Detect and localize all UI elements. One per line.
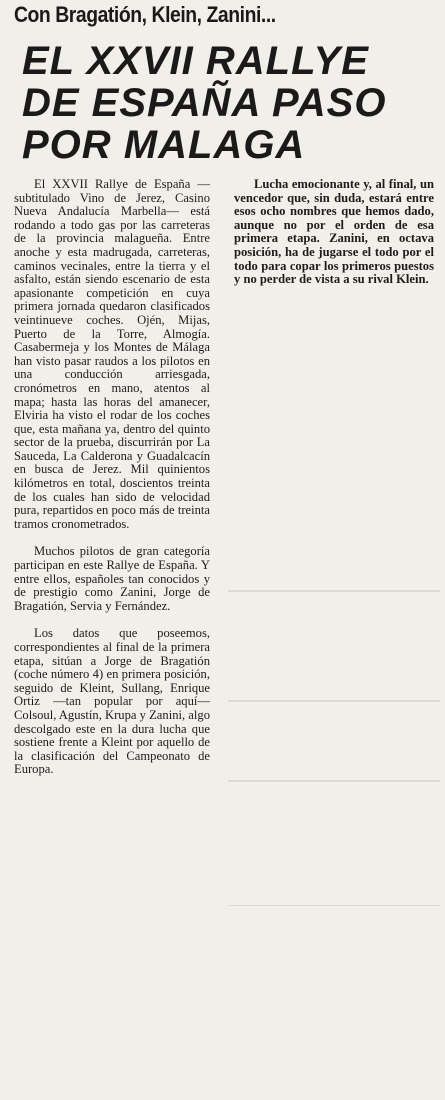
headline-line: DE ESPAÑA PASO xyxy=(22,81,387,125)
headline-line: POR MALAGA xyxy=(22,123,306,167)
show-through-bleed xyxy=(228,590,440,592)
show-through-bleed xyxy=(228,905,440,906)
paragraph: Los datos que poseemos, correspondientes al final de la primera etapa, sitúan a Jorge de Bragatión (coche número 4) en primera posición, seguido de Kleint, Sullang, Enrique Ortiz —tan popular por aquí— Colsoul, Agustín, Krupa y Zanini, algo descolgado este en la dura lucha que sostiene frente a Kleint por aquello de la clasificación del Campeonato de Europa. xyxy=(14,626,210,777)
paragraph: Muchos pilotos de gran categoría participan en este Rallye de España. Y entre ellos, españoles tan conocidos y de prestigio como Zanini, Jorge de Bragatión, Servia y Fernández. xyxy=(14,544,210,613)
headline-line: EL XXVII RALLYE xyxy=(22,39,369,83)
body-column-1 xyxy=(14,178,210,791)
body-column-2 xyxy=(234,178,434,301)
paragraph: El XXVII Rallye de España —subtitulado Vino de Jerez, Casino Nueva Andalucía Marbella— está rodando a todo gas por las carreteras de la provincia malagueña. Entre anoche y esta madrugada, carreteras, caminos vecinales, entre la tierra y el asfalto, están siendo escenario de esta apasionante competición en cuya primera jornada quedaron clasificados veintinueve coches. Ojén, Mijas, Puerto de la Torre, Almogía. Casabermeja y los Montes de Málaga han visto pasar raudos a los pilotos en una conducción arriesgada, cronómetros en mano, atentos al mapa; hasta las horas del amanecer, Elviria ha visto el rodar de los coches que, esta mañana ya, dentro del quinto sector de la prueba, discurrirán por La Sauceda, La Calderona y Guadalcacín en busca de Jerez. Mil quinientos kilómetros en total, doscientos treinta de los cuales han sido de velocidad pura, repartidos en poco más de treinta tramos cronometrados. xyxy=(14,177,210,531)
kicker: Con Bragatión, Klein, Zanini... xyxy=(14,2,276,27)
headline xyxy=(22,40,442,166)
show-through-bleed xyxy=(228,700,440,702)
paragraph: Lucha emocionante y, al final, un vencedor que, sin duda, estará entre esos ocho nombres que hemos dado, aunque no por el orden de esa primera etapa. Zanini, en octava posición, ha de jugarse el todo por el todo para copar los primeros puestos y no perder de vista a su rival Klein. xyxy=(234,177,434,287)
show-through-bleed xyxy=(228,780,440,782)
